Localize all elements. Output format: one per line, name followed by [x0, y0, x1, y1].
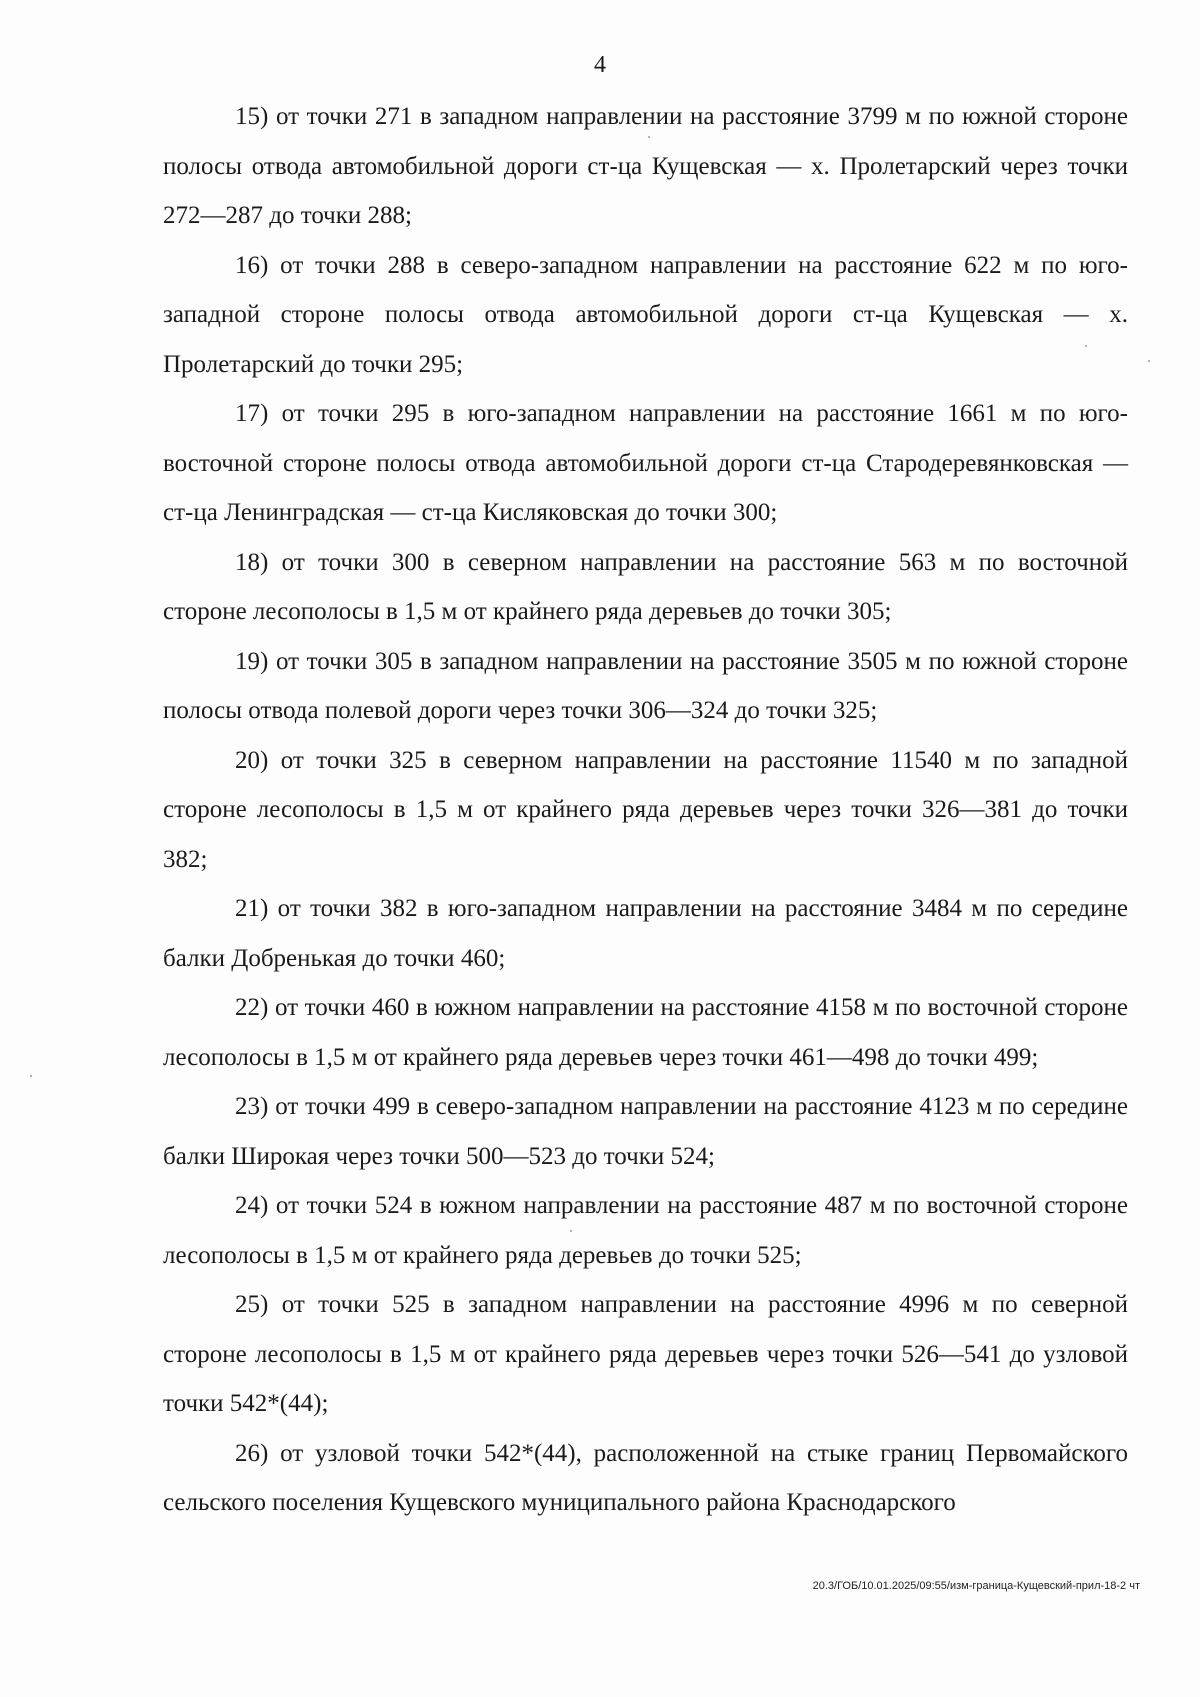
scan-speck	[570, 1230, 572, 1232]
paragraph-15: 15) от точки 271 в западном направлении на расстояние 3799 м по южной стороне полосы отвода автомобильной дороги ст-ца Кущевская — х. Пролетарский через точки 272—287 до точки 288;	[163, 103, 1128, 229]
page-number: 4	[594, 52, 606, 78]
scan-speck	[1085, 345, 1087, 347]
scan-speck	[1148, 360, 1150, 362]
paragraph-23: 23) от точки 499 в северо-западном направлении на расстояние 4123 м по середине балки Широкая через точки 500—523 до точки 524;	[163, 1093, 1128, 1170]
paragraph-22: 22) от точки 460 в южном направлении на расстояние 4158 м по восточной стороне лесополосы в 1,5 м от крайнего ряда деревьев через точки 461—498 до точки 499;	[163, 994, 1128, 1071]
footer-document-code: 20.3/ГОБ/10.01.2025/09:55/изм-граница-Кущевский-прил-18-2 чт	[812, 1580, 1140, 1592]
paragraph-17: 17) от точки 295 в юго-западном направлении на расстояние 1661 м по юго-восточной стороне полосы отвода автомобильной дороги ст-ца Стародеревянковская — ст-ца Ленинградская — ст-ца Кисляковская до точки 300;	[163, 400, 1128, 526]
paragraph-24: 24) от точки 524 в южном направлении на расстояние 487 м по восточной стороне лесополосы в 1,5 м от крайнего ряда деревьев до точки 525;	[163, 1192, 1128, 1269]
paragraph-18: 18) от точки 300 в северном направлении на расстояние 563 м по восточной стороне лесополосы в 1,5 м от крайнего ряда деревьев до точки 305;	[163, 548, 1128, 625]
paragraph-20: 20) от точки 325 в северном направлении на расстояние 11540 м по западной стороне лесополосы в 1,5 м от крайнего ряда деревьев через точки 326—381 до точки 382;	[163, 746, 1128, 873]
paragraph-21: 21) от точки 382 в юго-западном направлении на расстояние 3484 м по середине балки Добренькая до точки 460;	[163, 895, 1128, 972]
paragraph-25: 25) от точки 525 в западном направлении на расстояние 4996 м по северной стороне лесополосы в 1,5 м от крайнего ряда деревьев через точки 526—541 до узловой точки 542*(44);	[163, 1291, 1128, 1417]
paragraph-16: 16) от точки 288 в северо-западном направлении на расстояние 622 м по юго-западной стороне полосы отвода автомобильной дороги ст-ца Кущевская — х. Пролетарский до точки 295;	[163, 251, 1128, 378]
paragraph-26: 26) от узловой точки 542*(44), расположенной на стыке границ Первомайского сельского поселения Кущевского муниципального района Краснодарского	[163, 1439, 1128, 1516]
scan-speck	[648, 136, 650, 138]
document-body	[163, 92, 1128, 1528]
scan-speck	[30, 1075, 32, 1077]
paragraph-19: 19) от точки 305 в западном направлении на расстояние 3505 м по южной стороне полосы отвода полевой дороги через точки 306—324 до точки 325;	[163, 647, 1128, 724]
